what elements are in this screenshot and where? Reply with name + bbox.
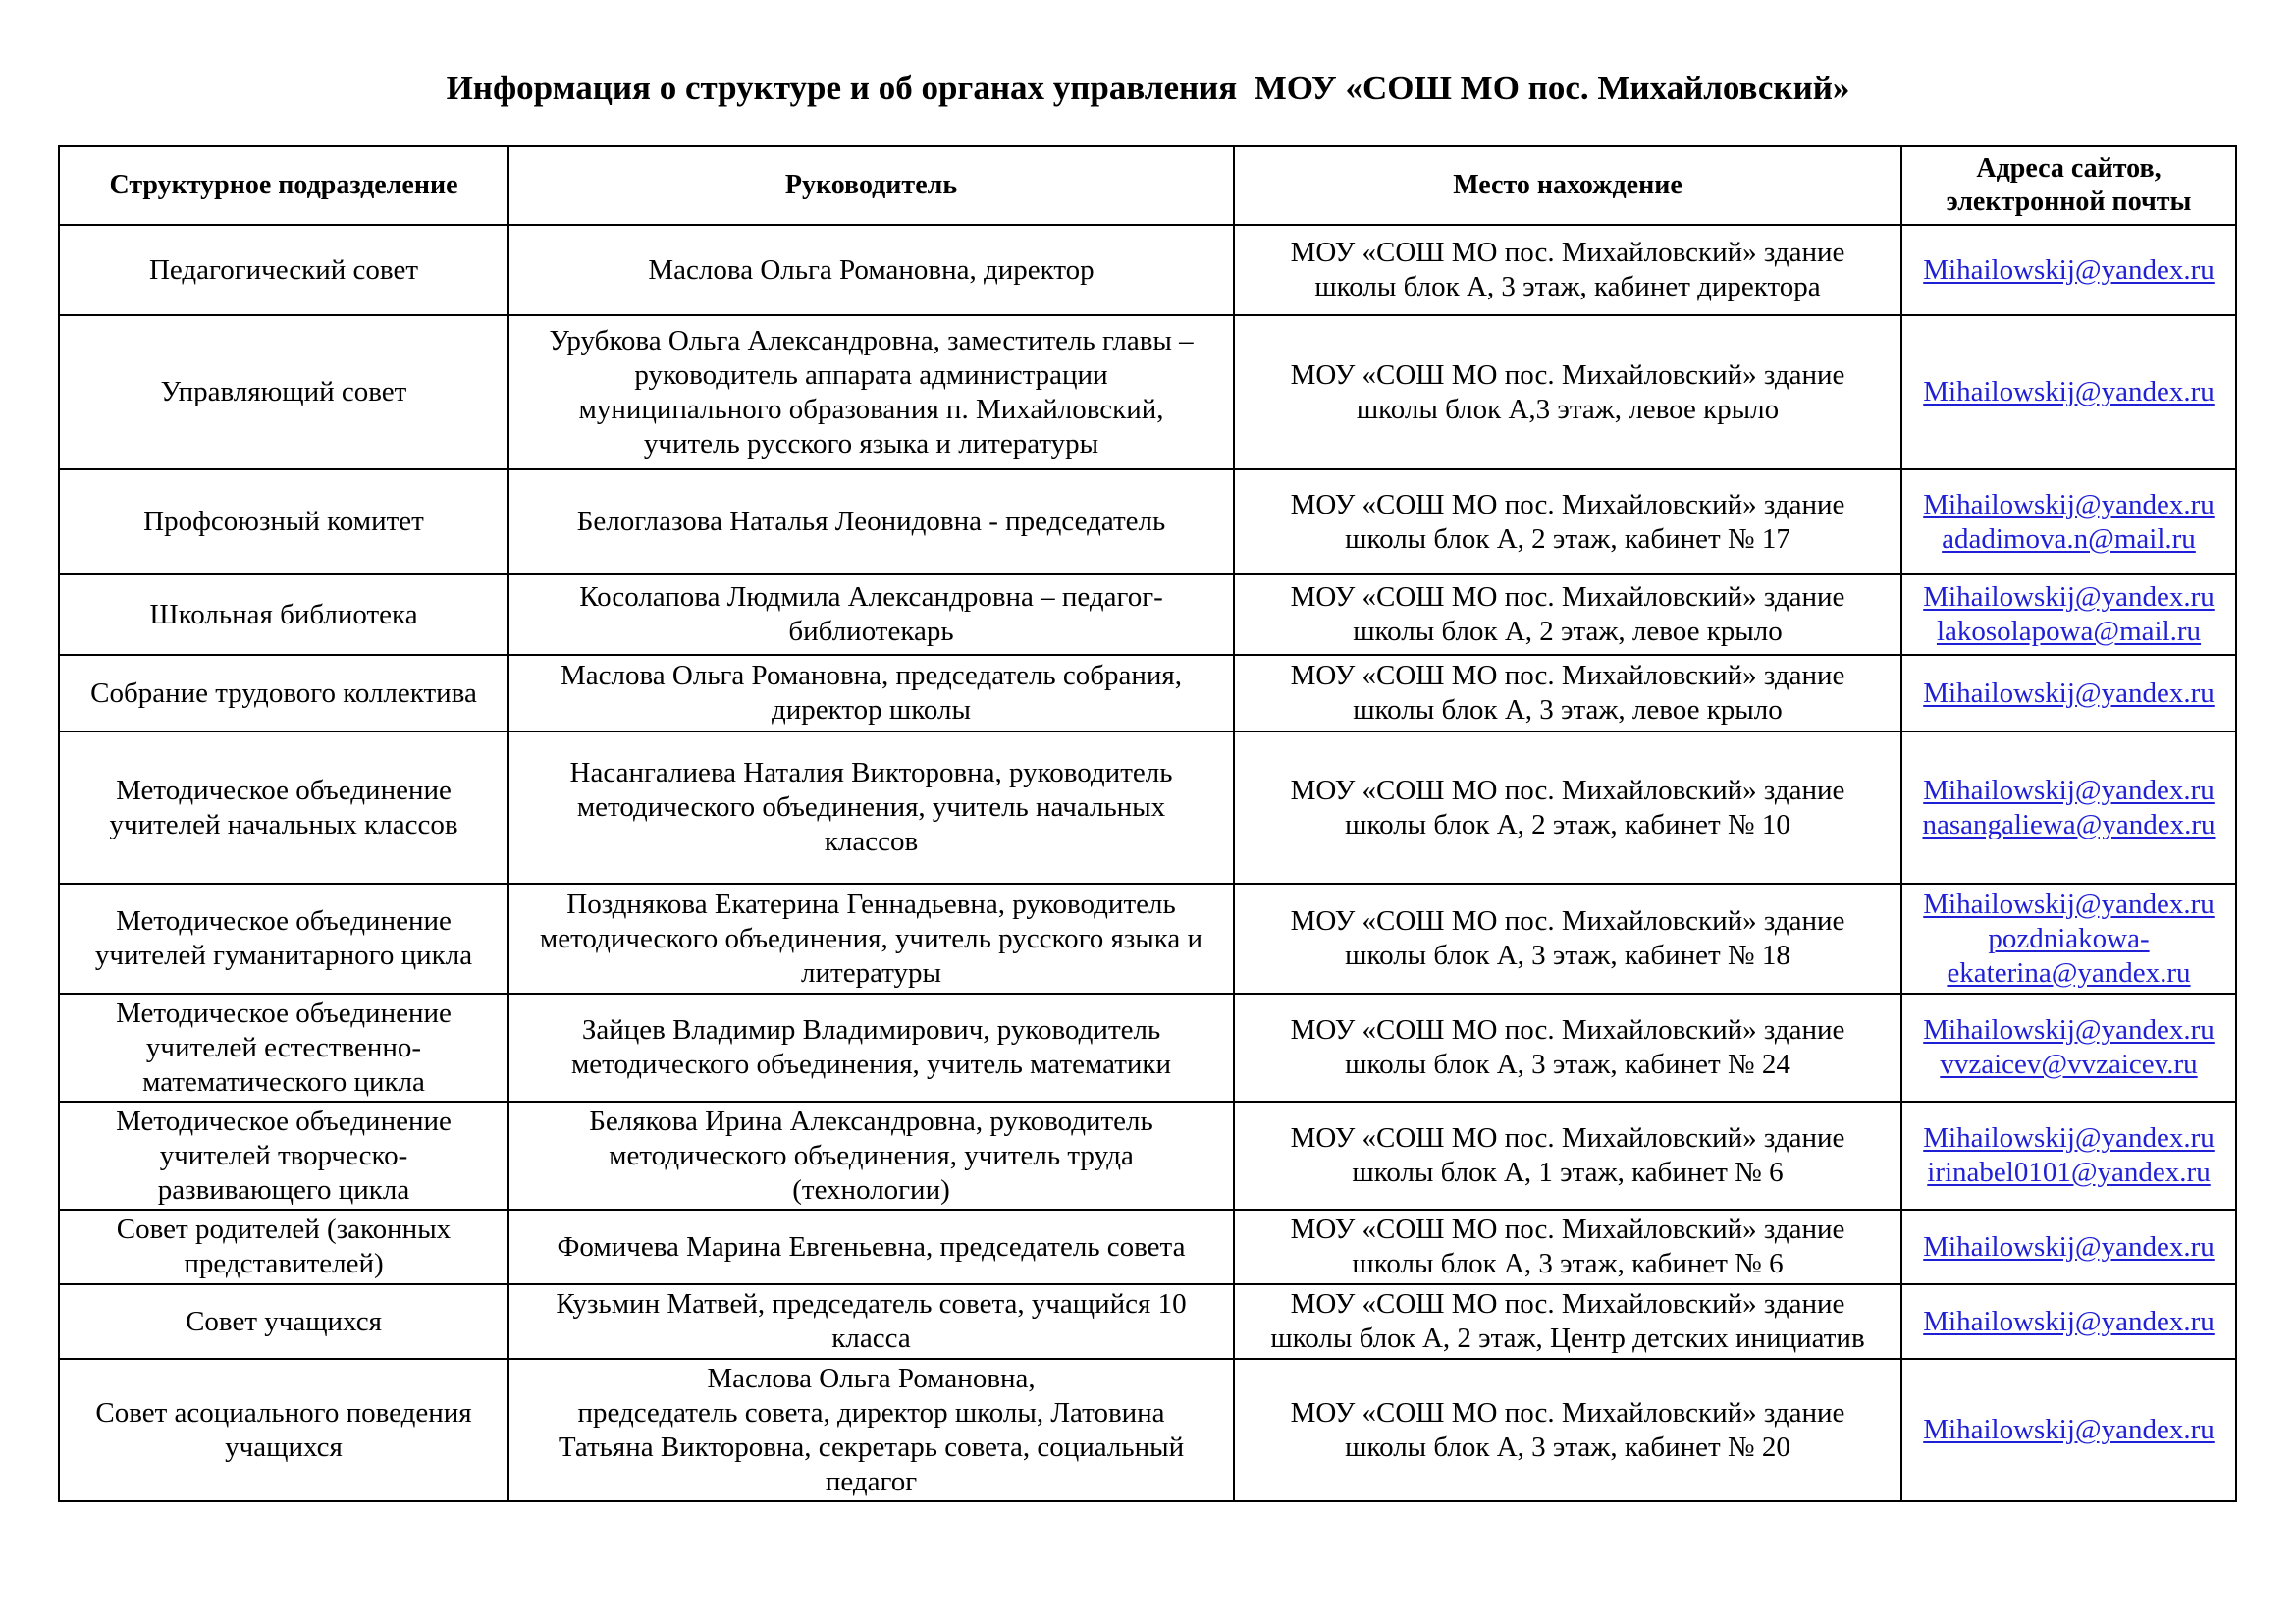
email-link[interactable]: pozdniakowa- ekaterina@yandex.ru (1947, 922, 2191, 989)
cell-division: Методическое объединение учителей творческо- развивающего цикла (59, 1102, 508, 1210)
cell-contacts (1901, 574, 2236, 655)
email-link[interactable]: Mihailowskij@yandex.ru (1923, 1014, 2215, 1046)
cell-location: МОУ «СОШ МО пос. Михайловский» здание школы блок А, 3 этаж, кабинет директора (1234, 225, 1901, 315)
cell-contacts (1901, 1102, 2236, 1210)
cell-head: Маслова Ольга Романовна, директор (508, 225, 1234, 315)
table-header-row (59, 146, 2236, 225)
cell-division: Методическое объединение учителей гуманитарного цикла (59, 884, 508, 994)
table-row (59, 1102, 2236, 1210)
table-row (59, 315, 2236, 469)
email-link[interactable]: Mihailowskij@yandex.ru (1923, 1305, 2215, 1337)
email-link[interactable]: Mihailowskij@yandex.ru (1923, 253, 2215, 286)
cell-location: МОУ «СОШ МО пос. Михайловский» здание школы блок А, 3 этаж, кабинет № 20 (1234, 1359, 1901, 1501)
cell-division: Школьная библиотека (59, 574, 508, 655)
cell-head: Белоглазова Наталья Леонидовна - председатель (508, 469, 1234, 574)
cell-head: Зайцев Владимир Владимирович, руководитель методического объединения, учитель математики (508, 994, 1234, 1102)
cell-location: МОУ «СОШ МО пос. Михайловский» здание школы блок А, 3 этаж, кабинет № 24 (1234, 994, 1901, 1102)
table-row (59, 225, 2236, 315)
cell-location: МОУ «СОШ МО пос. Михайловский» здание школы блок А, 2 этаж, кабинет № 17 (1234, 469, 1901, 574)
cell-head: Косолапова Людмила Александровна – педагог- библиотекарь (508, 574, 1234, 655)
cell-location: МОУ «СОШ МО пос. Михайловский» здание школы блок А,3 этаж, левое крыло (1234, 315, 1901, 469)
cell-contacts (1901, 1359, 2236, 1501)
cell-contacts (1901, 469, 2236, 574)
table-row (59, 994, 2236, 1102)
cell-contacts (1901, 655, 2236, 731)
cell-division: Управляющий совет (59, 315, 508, 469)
table-row (59, 1284, 2236, 1359)
header-contacts: Адреса сайтов, электронной почты (1901, 146, 2236, 225)
email-link[interactable]: Mihailowskij@yandex.ru (1923, 888, 2215, 920)
cell-contacts (1901, 884, 2236, 994)
email-link[interactable]: irinabel0101@yandex.ru (1927, 1157, 2211, 1188)
cell-location: МОУ «СОШ МО пос. Михайловский» здание школы блок А, 2 этаж, кабинет № 10 (1234, 731, 1901, 884)
email-link[interactable]: Mihailowskij@yandex.ru (1923, 1414, 2215, 1445)
cell-division: Совет родителей (законных представителей) (59, 1210, 508, 1284)
cell-division: Педагогический совет (59, 225, 508, 315)
email-link[interactable]: Mihailowskij@yandex.ru (1923, 488, 2215, 520)
cell-location: МОУ «СОШ МО пос. Михайловский» здание школы блок А, 3 этаж, левое крыло (1234, 655, 1901, 731)
cell-location: МОУ «СОШ МО пос. Михайловский» здание школы блок А, 3 этаж, кабинет № 18 (1234, 884, 1901, 994)
email-link[interactable]: nasangaliewa@yandex.ru (1922, 808, 2216, 840)
email-link[interactable]: Mihailowskij@yandex.ru (1923, 1122, 2215, 1154)
cell-head: Маслова Ольга Романовна, председатель собрания, директор школы (508, 655, 1234, 731)
cell-head: Маслова Ольга Романовна, председатель совета, директор школы, Латовина Татьяна Викторовна, секретарь совета, социальный педагог (508, 1359, 1234, 1501)
cell-division: Совет асоциального поведения учащихся (59, 1359, 508, 1501)
table-row (59, 469, 2236, 574)
cell-location: МОУ «СОШ МО пос. Михайловский» здание школы блок А, 3 этаж, кабинет № 6 (1234, 1210, 1901, 1284)
cell-head: Кузьмин Матвей, председатель совета, учащийся 10 класса (508, 1284, 1234, 1359)
cell-division: Собрание трудового коллектива (59, 655, 508, 731)
cell-head: Фомичева Марина Евгеньевна, председатель совета (508, 1210, 1234, 1284)
cell-location: МОУ «СОШ МО пос. Михайловский» здание школы блок А, 1 этаж, кабинет № 6 (1234, 1102, 1901, 1210)
email-link[interactable]: vvzaicev@vvzaicev.ru (1940, 1049, 2198, 1080)
cell-contacts (1901, 315, 2236, 469)
cell-head: Насангалиева Наталия Викторовна, руководитель методического объединения, учитель начальных классов (508, 731, 1234, 884)
page-title: Информация о структуре и об органах управления МОУ «СОШ МО пос. Михайловский» (446, 69, 1850, 107)
email-link[interactable]: Mihailowskij@yandex.ru (1923, 581, 2215, 613)
cell-division: Методическое объединение учителей начальных классов (59, 731, 508, 884)
table-row (59, 1359, 2236, 1501)
email-link[interactable]: Mihailowskij@yandex.ru (1923, 774, 2215, 806)
cell-contacts (1901, 225, 2236, 315)
table-row (59, 884, 2236, 994)
table-row (59, 731, 2236, 884)
table-row (59, 1210, 2236, 1284)
email-link[interactable]: Mihailowskij@yandex.ru (1923, 376, 2215, 407)
email-link[interactable]: Mihailowskij@yandex.ru (1923, 1230, 2215, 1263)
table-row (59, 574, 2236, 655)
cell-contacts (1901, 1284, 2236, 1359)
cell-head: Урубкова Ольга Александровна, заместитель главы – руководитель аппарата администрации муниципального образования п. Михайловский, учитель русского языка и литературы (508, 315, 1234, 469)
cell-location: МОУ «СОШ МО пос. Михайловский» здание школы блок А, 2 этаж, Центр детских инициатив (1234, 1284, 1901, 1359)
cell-head: Белякова Ирина Александровна, руководитель методического объединения, учитель труда (технологии) (508, 1102, 1234, 1210)
email-link[interactable]: Mihailowskij@yandex.ru (1923, 677, 2215, 709)
header-head: Руководитель (508, 146, 1234, 225)
cell-head: Позднякова Екатерина Геннадьевна, руководитель методического объединения, учитель русского языка и литературы (508, 884, 1234, 994)
cell-division: Совет учащихся (59, 1284, 508, 1359)
cell-location: МОУ «СОШ МО пос. Михайловский» здание школы блок А, 2 этаж, левое крыло (1234, 574, 1901, 655)
email-link[interactable]: adadimova.n@mail.ru (1942, 522, 2196, 555)
table-body (59, 225, 2236, 1501)
header-location: Место нахождение (1234, 146, 1901, 225)
email-link[interactable]: lakosolapowa@mail.ru (1936, 616, 2202, 647)
cell-contacts (1901, 731, 2236, 884)
table-row (59, 655, 2236, 731)
cell-division: Методическое объединение учителей естественно- математического цикла (59, 994, 508, 1102)
structure-table (58, 145, 2237, 1502)
header-division: Структурное подразделение (59, 146, 508, 225)
cell-contacts (1901, 1210, 2236, 1284)
cell-division: Профсоюзный комитет (59, 469, 508, 574)
cell-contacts (1901, 994, 2236, 1102)
